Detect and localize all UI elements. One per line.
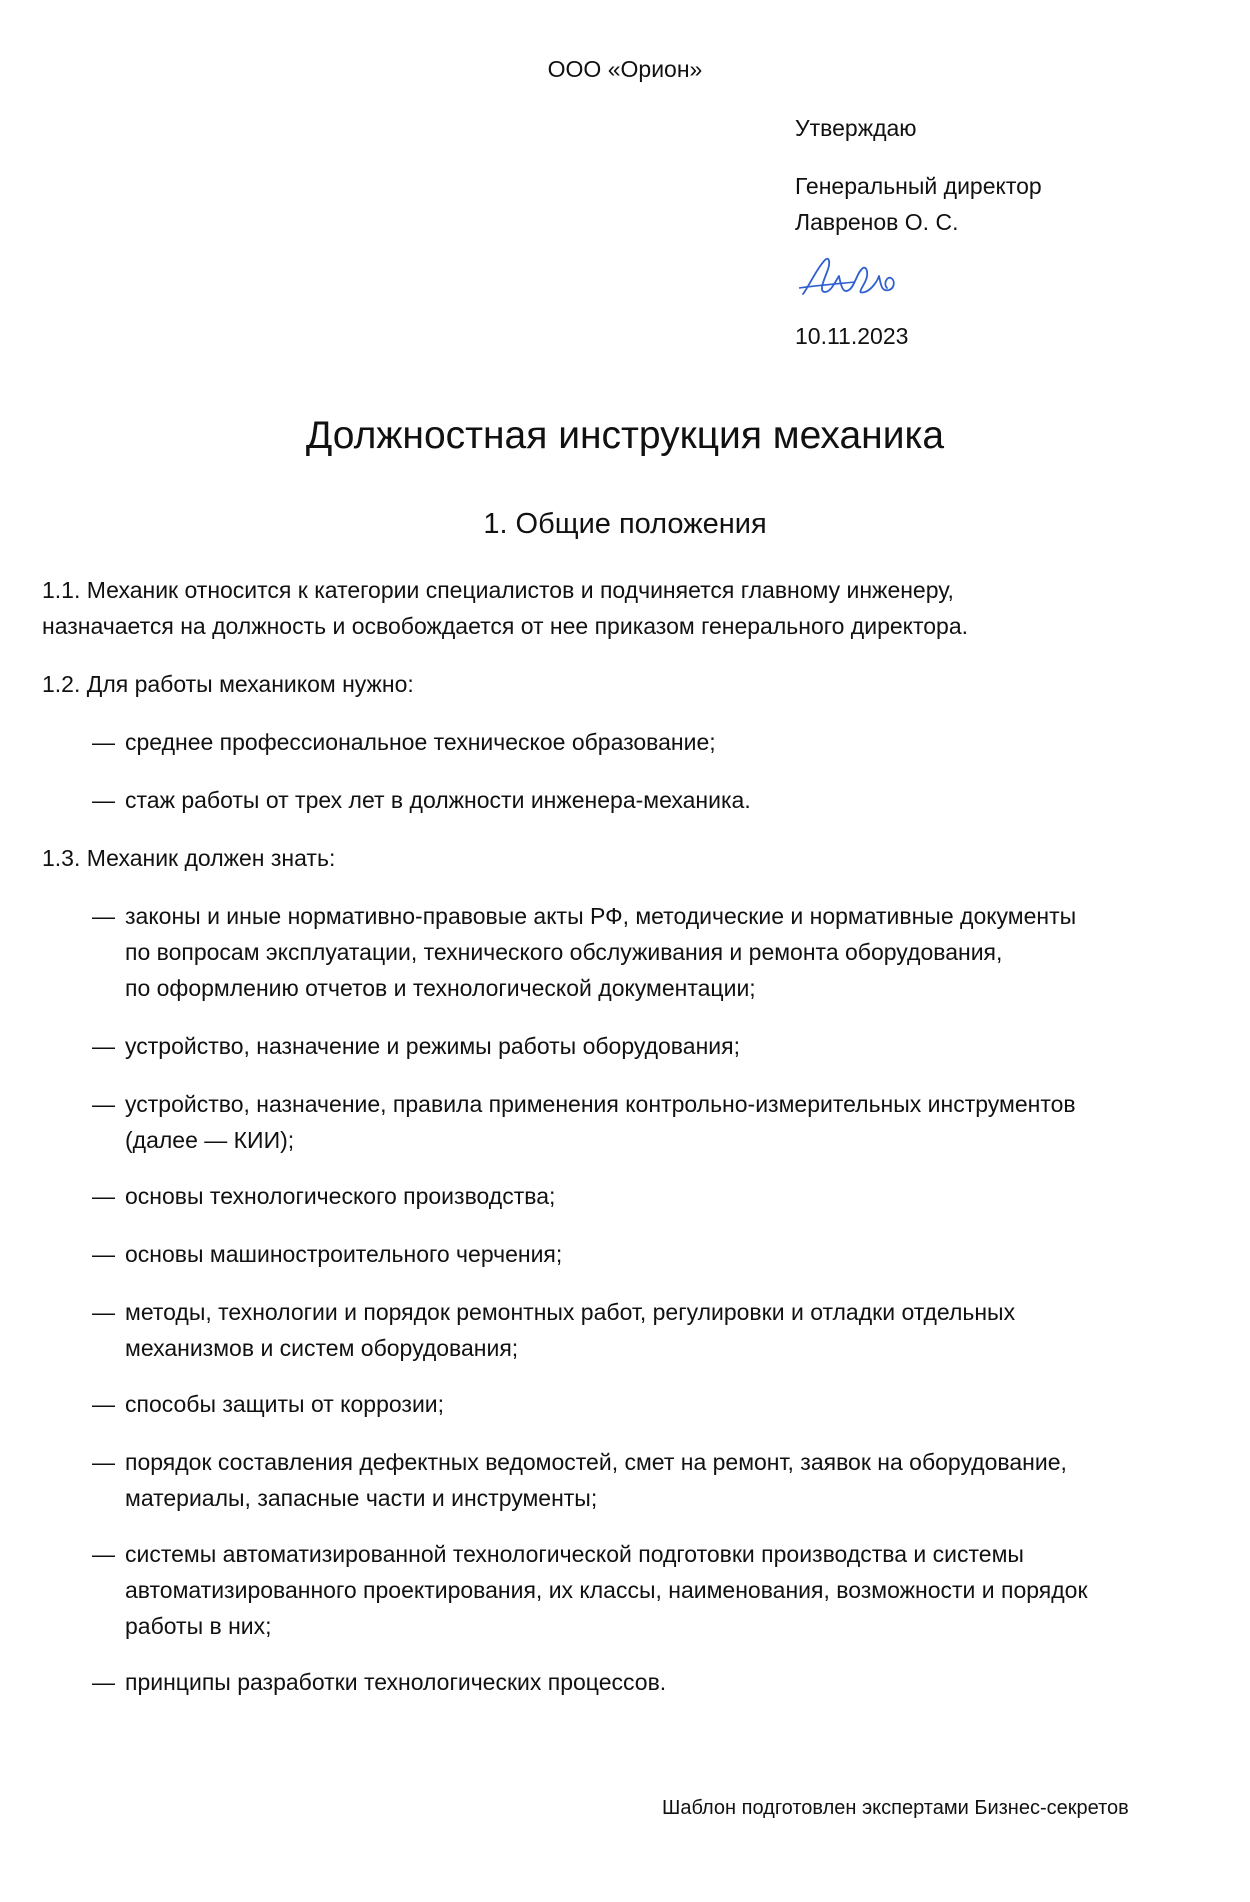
list-dash: —: [92, 1183, 115, 1209]
list-item: [92, 1386, 1212, 1422]
list-item-text: законы и иные нормативно-правовые акты РФ, методические и нормативные документы по вопросам эксплуатации, технического обслуживания и ремонта оборудования, по оформлению отчетов и технологической документации;: [125, 903, 1077, 1001]
director-position: Генеральный директор: [795, 173, 1042, 199]
list-item: [92, 1028, 1212, 1064]
paragraph-1-1-line-1: 1.1. Механик относится к категории специалистов и подчиняется главному инженеру,: [42, 577, 954, 603]
director-name: Лавренов О. С.: [795, 209, 959, 235]
list-item-text: основы машиностроительного черчения;: [125, 1241, 563, 1267]
signature-image: [795, 246, 905, 316]
list-dash: —: [92, 1299, 115, 1325]
list-item-text: способы защиты от коррозии;: [125, 1391, 445, 1417]
list-dash: —: [92, 1541, 115, 1567]
list-item: [92, 782, 1212, 818]
list-item-text: основы технологического производства;: [125, 1183, 556, 1209]
list-item: [92, 724, 1212, 760]
list-item-text: среднее профессиональное техническое образование;: [125, 729, 716, 755]
list-item: [92, 1178, 1212, 1214]
approve-label: Утверждаю: [795, 115, 917, 141]
list-dash: —: [92, 1669, 115, 1695]
approval-date: 10.11.2023: [795, 323, 909, 349]
list-dash: —: [92, 1033, 115, 1059]
list-item-text: устройство, назначение, правила применения контрольно-измерительных инструментов (далее — КИИ);: [125, 1091, 1076, 1153]
list-item: [92, 1536, 1212, 1644]
list-dash: —: [92, 729, 115, 755]
list-dash: —: [92, 1241, 115, 1267]
list-item: [92, 1086, 1212, 1158]
paragraph-1-1-line-2: назначается на должность и освобождается от нее приказом генерального директора.: [42, 613, 969, 639]
list-item: [92, 898, 1212, 1006]
list-dash: —: [92, 903, 115, 929]
company-name: ООО «Орион»: [547, 56, 703, 82]
list-dash: —: [92, 1449, 115, 1475]
list-item: [92, 1294, 1212, 1366]
list-dash: —: [92, 1391, 115, 1417]
list-dash: —: [92, 787, 115, 813]
footer-credit: Шаблон подготовлен экспертами Бизнес-секретов: [662, 1797, 1129, 1819]
list-item-text: порядок составления дефектных ведомостей, смет на ремонт, заявок на оборудование, материалы, запасные части и инструменты;: [125, 1449, 1067, 1511]
paragraph-1-3: 1.3. Механик должен знать:: [42, 845, 336, 871]
list-item-text: методы, технологии и порядок ремонтных работ, регулировки и отладки отдельных механизмов и систем оборудования;: [125, 1299, 1016, 1361]
list-item: [92, 1236, 1212, 1272]
paragraph-1-1: [42, 572, 1212, 644]
paragraph-1-2: 1.2. Для работы механиком нужно:: [42, 671, 414, 697]
list-item: [92, 1444, 1212, 1516]
list-dash: —: [92, 1091, 115, 1117]
list-item-text: стаж работы от трех лет в должности инженера-механика.: [125, 787, 751, 813]
list-item-text: устройство, назначение и режимы работы оборудования;: [125, 1033, 740, 1059]
approval-block: [795, 110, 1042, 240]
section-heading: 1. Общие положения: [483, 508, 767, 540]
list-item-text: принципы разработки технологических процессов.: [125, 1669, 667, 1695]
document-title: Должностная инструкция механика: [305, 414, 945, 457]
list-item: [92, 1664, 1212, 1700]
list-item-text: системы автоматизированной технологической подготовки производства и системы автоматизированного проектирования, их классы, наименования, возможности и порядок работы в них;: [125, 1541, 1088, 1639]
